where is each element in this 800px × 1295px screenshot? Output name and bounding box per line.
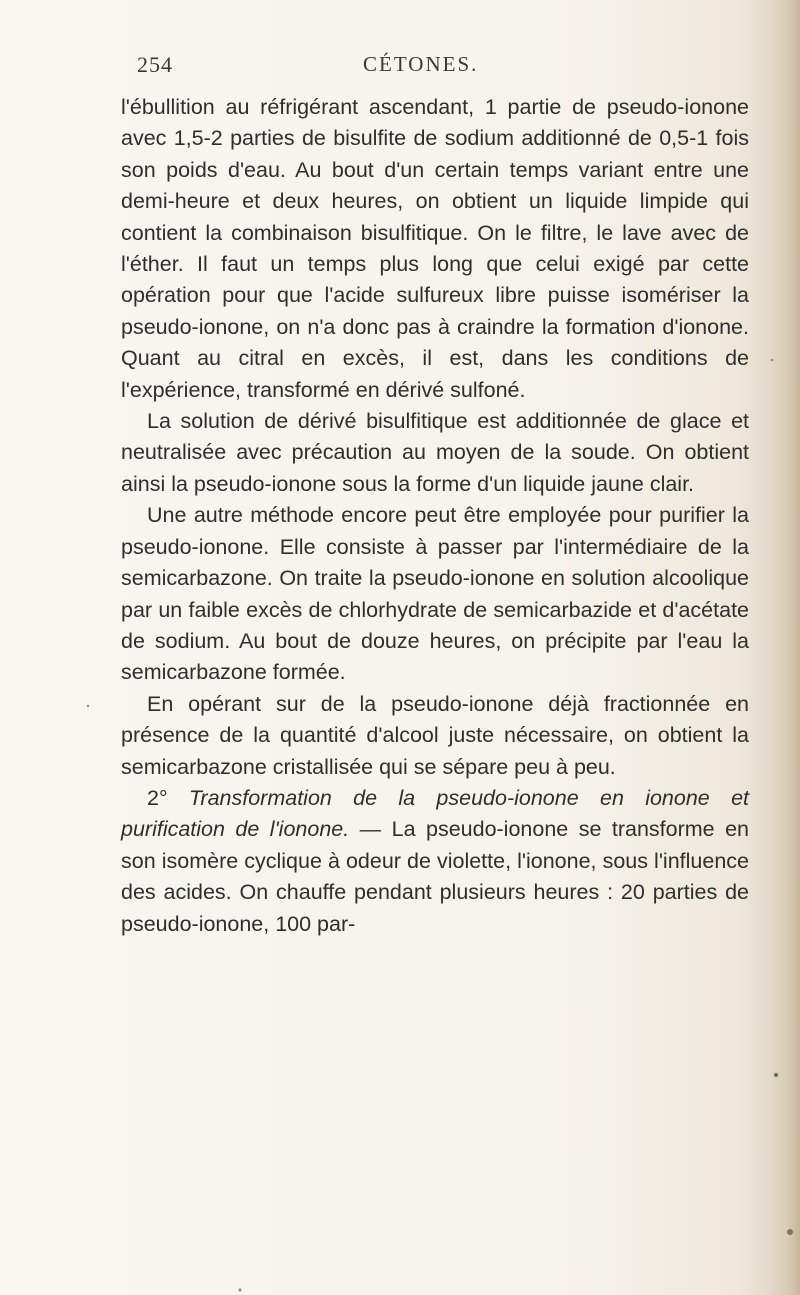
- paragraph: Une autre méthode encore peut être employée pour purifier la pseudo-ionone. Elle consiste à passer par l'intermédiaire de la semicarbazone. On traite la pseudo-ionone en solution alcoolique par un faible excès de chlorhydrate de semicarbazide et d'acétate de sodium. Au bout de douze heures, on précipite par l'eau la semicarbazone formée.: [121, 503, 749, 685]
- section-title: Transformation de la pseudo-ionone en ionone et purification de l'ionone.: [121, 785, 749, 842]
- page-header: [0, 52, 800, 82]
- paragraph: En opérant sur de la pseudo-ionone déjà fractionnée en présence de la quantité d'alcool juste nécessaire, on obtient la semicarbazone cristallisée qui se sépare peu à peu.: [121, 691, 749, 779]
- running-title: CÉTONES.: [363, 52, 479, 76]
- body-text: [121, 92, 749, 940]
- section-paragraph: [121, 783, 749, 940]
- paragraph: La solution de dérivé bisulfitique est additionnée de glace et neutralisée avec précaution au moyen de la soude. On obtient ainsi la pseudo-ionone sous la forme d'un liquide jaune clair.: [121, 409, 749, 496]
- paragraph: l'ébullition au réfrigérant ascendant, 1 partie de pseudo-ionone avec 1,5-2 parties de bisulfite de sodium additionné de 0,5-1 fois son poids d'eau. Au bout d'un certain temps variant entre une demi-heure et deux heures, on obtient un liquide limpide qui contient la combinaison bisulfitique. On le filtre, le lave avec de l'éther. Il faut un temps plus long que celui exigé par cette opération pour que l'acide sulfureux libre puisse isomériser la pseudo-ionone, on n'a donc pas à craindre la formation d'ionone. Quant au citral en excès, il est, dans les conditions de l'expérience, transformé en dérivé sulfoné.: [121, 95, 749, 402]
- page-number: 254: [137, 52, 173, 77]
- page-edge-shadow: [766, 0, 800, 1295]
- section-text: — La pseudo-ionone se transforme en son isomère cyclique à odeur de violette, l'ionone, sous l'influence des acides. On chauffe pendant plusieurs heures : 20 parties de pseudo-ionone, 100 par-: [121, 817, 749, 936]
- section-number: 2°: [147, 785, 168, 810]
